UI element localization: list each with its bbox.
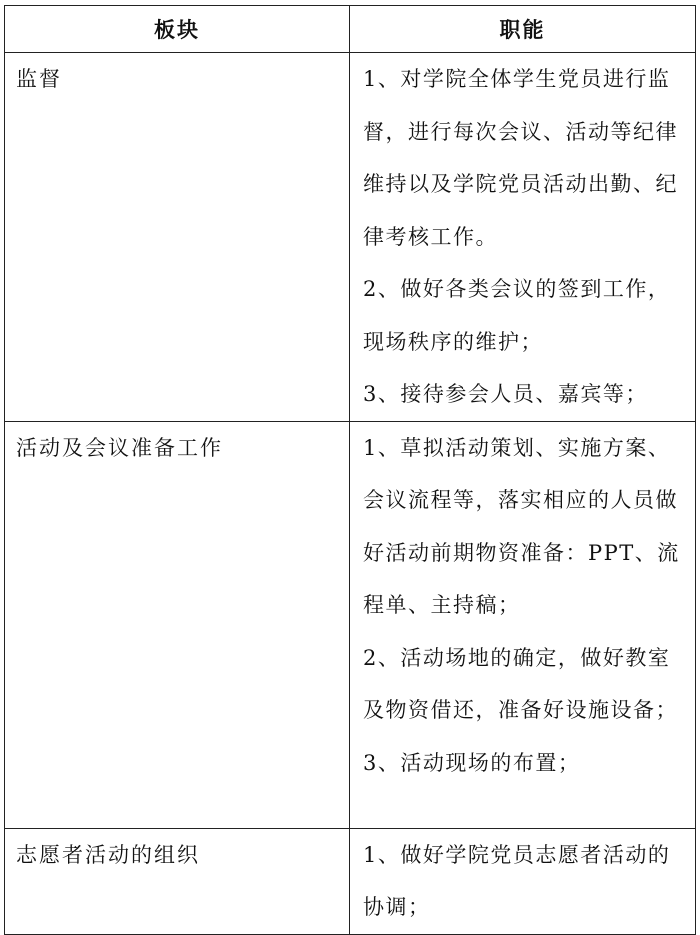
duties-cell [350, 53, 696, 422]
duty-item: 1、做好学院党员志愿者活动的协调； [363, 842, 671, 919]
table-header-row [5, 6, 696, 53]
duty-item: 2、活动场地的确定，做好教室及物资借还，准备好设施设备； [363, 645, 678, 722]
duty-item: 1、对学院全体学生党员进行监督，进行每次会议、活动等纪律维持以及学院党员活动出勤、纪律考核工作。 [363, 67, 678, 249]
duties-cell [350, 828, 696, 934]
section-name: 监督 [5, 53, 350, 422]
section-name: 活动及会议准备工作 [5, 421, 350, 828]
table-row [5, 53, 696, 422]
section-name: 志愿者活动的组织 [5, 828, 350, 934]
duty-item: 3、活动现场的布置； [363, 750, 581, 775]
table-row [5, 828, 696, 934]
header-section: 板块 [5, 6, 350, 53]
duty-item: 3、接待参会人员、嘉宾等； [363, 382, 648, 406]
duties-table [4, 5, 696, 935]
duty-item: 1、草拟活动策划、实施方案、会议流程等，落实相应的人员做好活动前期物资准备：PPT、流程单、主持稿； [363, 435, 680, 617]
table-row [5, 421, 696, 828]
duty-item: 2、做好各类会议的签到工作，现场秩序的维护； [363, 277, 671, 354]
header-duties: 职能 [350, 6, 696, 53]
duties-cell [350, 421, 696, 828]
